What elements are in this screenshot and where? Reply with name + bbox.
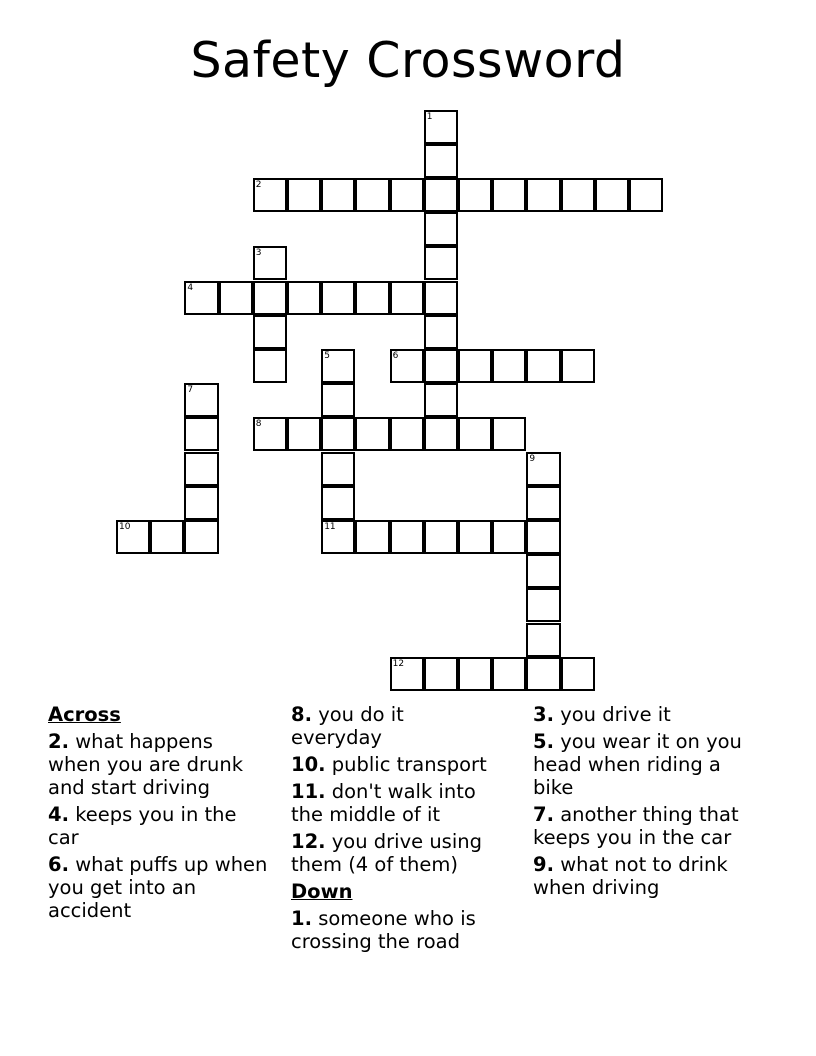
- clue-number: 1.: [291, 907, 312, 930]
- clue-text: someone who is crossing the road: [291, 907, 476, 953]
- grid-cell[interactable]: [526, 657, 560, 691]
- grid-cell[interactable]: [526, 452, 560, 486]
- clue-across-4: [48, 803, 263, 849]
- grid-cell[interactable]: [321, 349, 355, 383]
- grid-cell[interactable]: [526, 520, 560, 554]
- clue-text: you drive it: [560, 703, 671, 726]
- grid-cell[interactable]: [184, 417, 218, 451]
- clue-across-8: [291, 703, 431, 749]
- grid-cell[interactable]: [253, 246, 287, 280]
- grid-cell[interactable]: [184, 281, 218, 315]
- grid-cell[interactable]: [184, 383, 218, 417]
- clue-text: another thing that keeps you in the car: [533, 803, 739, 849]
- clue-number: 4.: [48, 803, 69, 826]
- cell-number: 6: [392, 350, 399, 361]
- clue-text: you wear it on you head when riding a bike: [533, 730, 742, 799]
- grid-cell[interactable]: [390, 281, 424, 315]
- grid-cell[interactable]: [390, 417, 424, 451]
- grid-cell[interactable]: [355, 178, 389, 212]
- grid-cell[interactable]: [424, 657, 458, 691]
- grid-cell[interactable]: [458, 657, 492, 691]
- cell-number: 12: [392, 658, 405, 669]
- grid-cell[interactable]: [424, 110, 458, 144]
- grid-cell[interactable]: [526, 486, 560, 520]
- grid-cell[interactable]: [355, 417, 389, 451]
- grid-cell[interactable]: [321, 486, 355, 520]
- clue-number: 11.: [291, 780, 326, 803]
- grid-cell[interactable]: [424, 212, 458, 246]
- clue-number: 2.: [48, 730, 69, 753]
- grid-cell[interactable]: [424, 383, 458, 417]
- down-header: Down: [291, 880, 353, 903]
- grid-cell[interactable]: [321, 417, 355, 451]
- clue-across-2: [48, 730, 263, 799]
- grid-cell[interactable]: [424, 417, 458, 451]
- clue-number: 12.: [291, 830, 326, 853]
- grid-cell[interactable]: [253, 417, 287, 451]
- cell-number: 7: [187, 385, 194, 396]
- grid-cell[interactable]: [116, 520, 150, 554]
- clue-text: public transport: [331, 753, 487, 776]
- clues-column-3: [533, 703, 768, 903]
- grid-cell[interactable]: [390, 657, 424, 691]
- grid-cell[interactable]: [526, 588, 560, 622]
- grid-cell[interactable]: [492, 520, 526, 554]
- clue-number: 3.: [533, 703, 554, 726]
- clue-number: 10.: [291, 753, 326, 776]
- clue-across-12: [291, 830, 506, 876]
- clue-down-1: [291, 907, 506, 953]
- clue-text: you do it everyday: [291, 703, 404, 749]
- grid-cell[interactable]: [424, 520, 458, 554]
- clue-down-9: [533, 853, 738, 899]
- grid-cell[interactable]: [287, 281, 321, 315]
- clue-text: what puffs up when you get into an accident: [48, 853, 268, 922]
- grid-cell[interactable]: [424, 281, 458, 315]
- cell-number: 1: [426, 111, 433, 122]
- clue-number: 5.: [533, 730, 554, 753]
- grid-cell[interactable]: [184, 452, 218, 486]
- page-title: Safety Crossword: [190, 32, 626, 89]
- grid-cell[interactable]: [458, 417, 492, 451]
- grid-cell[interactable]: [629, 178, 663, 212]
- across-header: Across: [48, 703, 121, 726]
- clue-down-7: [533, 803, 765, 849]
- grid-cell[interactable]: [253, 349, 287, 383]
- clue-number: 6.: [48, 853, 69, 876]
- grid-cell[interactable]: [492, 349, 526, 383]
- grid-cell[interactable]: [561, 657, 595, 691]
- clue-across-11: [291, 780, 501, 826]
- clue-number: 9.: [533, 853, 554, 876]
- grid-cell[interactable]: [561, 178, 595, 212]
- grid-cell[interactable]: [390, 349, 424, 383]
- cell-number: 4: [187, 282, 194, 293]
- clue-number: 7.: [533, 803, 554, 826]
- cell-number: 3: [255, 248, 262, 259]
- grid-cell[interactable]: [355, 520, 389, 554]
- grid-cell[interactable]: [184, 486, 218, 520]
- clue-text: what happens when you are drunk and start driving: [48, 730, 244, 799]
- cell-number: 8: [255, 419, 262, 430]
- grid-cell[interactable]: [219, 281, 253, 315]
- grid-cell[interactable]: [287, 417, 321, 451]
- grid-cell[interactable]: [390, 520, 424, 554]
- grid-cell[interactable]: [150, 520, 184, 554]
- grid-cell[interactable]: [321, 520, 355, 554]
- cell-number: 2: [255, 179, 262, 190]
- grid-cell[interactable]: [458, 520, 492, 554]
- grid-cell[interactable]: [526, 554, 560, 588]
- grid-cell[interactable]: [253, 178, 287, 212]
- grid-cell[interactable]: [492, 417, 526, 451]
- cell-number: 9: [529, 453, 536, 464]
- grid-cell[interactable]: [253, 281, 287, 315]
- grid-cell[interactable]: [526, 178, 560, 212]
- grid-cell[interactable]: [595, 178, 629, 212]
- grid-cell[interactable]: [424, 246, 458, 280]
- cell-number: 5: [324, 350, 330, 361]
- grid-cell[interactable]: [492, 657, 526, 691]
- clues-column-1: [48, 703, 283, 926]
- clue-across-6: [48, 853, 273, 922]
- grid-cell[interactable]: [458, 349, 492, 383]
- cell-number: 10: [119, 521, 131, 532]
- grid-cell[interactable]: [561, 349, 595, 383]
- grid-cell[interactable]: [321, 178, 355, 212]
- clue-down-5: [533, 730, 765, 799]
- grid-cell[interactable]: [526, 623, 560, 657]
- grid-cell[interactable]: [424, 178, 458, 212]
- grid-cell[interactable]: [526, 349, 560, 383]
- grid-cell[interactable]: [424, 144, 458, 178]
- clue-text: keeps you in the car: [48, 803, 237, 849]
- grid-cell[interactable]: [321, 383, 355, 417]
- grid-cell[interactable]: [184, 520, 218, 554]
- grid-cell[interactable]: [424, 315, 458, 349]
- clues-column-2: [291, 703, 526, 957]
- grid-cell[interactable]: [321, 452, 355, 486]
- clue-text: don't walk into the middle of it: [291, 780, 476, 826]
- grid-cell[interactable]: [390, 178, 424, 212]
- grid-cell[interactable]: [253, 315, 287, 349]
- clue-text: you drive using them (4 of them): [291, 830, 482, 876]
- grid-cell[interactable]: [458, 178, 492, 212]
- grid-cell[interactable]: [287, 178, 321, 212]
- grid-cell[interactable]: [321, 281, 355, 315]
- grid-cell[interactable]: [355, 281, 389, 315]
- cell-number: 11: [324, 521, 336, 532]
- clue-across-10: [291, 753, 516, 776]
- clue-number: 8.: [291, 703, 312, 726]
- grid-cell[interactable]: [492, 178, 526, 212]
- clue-down-3: [533, 703, 758, 726]
- clue-text: what not to drink when driving: [533, 853, 728, 899]
- grid-cell[interactable]: [424, 349, 458, 383]
